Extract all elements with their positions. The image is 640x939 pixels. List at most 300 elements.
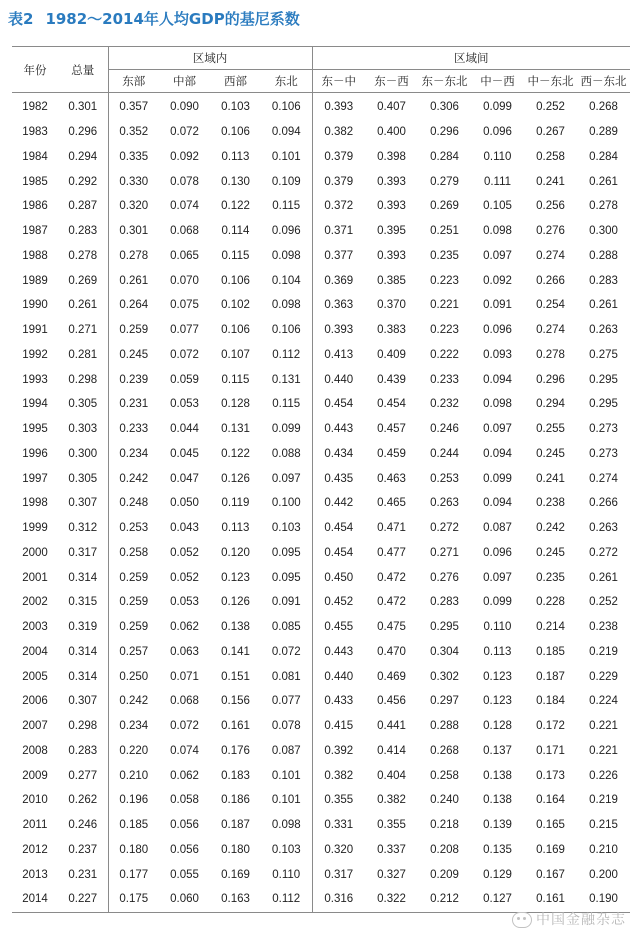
- table-row: [12, 615, 630, 640]
- gini-value: 0.074: [170, 200, 199, 213]
- header-between-central-west: 中－西: [480, 74, 515, 88]
- gini-value: 0.043: [170, 522, 199, 535]
- row-year: 1982: [22, 101, 48, 114]
- row-year: 2013: [22, 868, 48, 881]
- gini-value: 0.078: [170, 175, 199, 188]
- row-year: 2009: [22, 769, 48, 782]
- table-row: [12, 763, 630, 788]
- row-year: 1997: [22, 472, 48, 485]
- gini-value: 0.457: [377, 423, 406, 436]
- row-year: 1983: [22, 126, 48, 139]
- table-number: 表2: [8, 10, 34, 28]
- gini-value: 0.314: [58, 640, 108, 665]
- table-row: [12, 466, 630, 491]
- gini-value: 0.477: [377, 546, 406, 559]
- table-row: [12, 120, 630, 145]
- gini-value: 0.407: [377, 101, 406, 114]
- gini-value: 0.278: [119, 249, 149, 262]
- gini-value: 0.131: [221, 423, 250, 436]
- gini-value: 0.098: [261, 244, 312, 269]
- gini-value: 0.314: [58, 565, 108, 590]
- gini-value: 0.103: [221, 101, 250, 114]
- gini-value: 0.106: [261, 318, 312, 343]
- gini-value: 0.472: [377, 571, 406, 584]
- gini-value: 0.077: [261, 689, 312, 714]
- gini-value: 0.316: [324, 893, 354, 906]
- row-year: 2008: [22, 744, 48, 757]
- table-row: [12, 689, 630, 714]
- table-row: [12, 664, 630, 689]
- gini-value: 0.382: [324, 126, 354, 139]
- gini-value: 0.235: [536, 571, 565, 584]
- gini-value: 0.219: [589, 794, 618, 807]
- gini-value: 0.167: [536, 868, 565, 881]
- gini-value: 0.470: [377, 645, 406, 658]
- gini-value: 0.263: [589, 522, 618, 535]
- gini-value: 0.278: [536, 348, 565, 361]
- gini-value: 0.065: [170, 249, 199, 262]
- gini-value: 0.092: [483, 274, 512, 287]
- gini-value: 0.248: [119, 497, 149, 510]
- table-row: [12, 169, 630, 194]
- gini-value: 0.300: [58, 442, 108, 467]
- gini-value: 0.263: [589, 324, 618, 337]
- gini-value: 0.103: [261, 516, 312, 541]
- gini-value: 0.062: [170, 769, 199, 782]
- gini-value: 0.234: [119, 447, 149, 460]
- gini-value: 0.442: [324, 497, 354, 510]
- gini-value: 0.130: [221, 175, 250, 188]
- gini-value: 0.335: [119, 150, 149, 163]
- gini-value: 0.115: [221, 249, 250, 262]
- gini-value: 0.123: [221, 571, 250, 584]
- gini-value: 0.096: [483, 546, 512, 559]
- table-row: [12, 541, 630, 566]
- gini-value: 0.266: [536, 274, 565, 287]
- gini-value: 0.355: [377, 819, 406, 832]
- wechat-icon: [512, 912, 532, 928]
- row-year: 1987: [22, 225, 48, 238]
- gini-value: 0.352: [119, 126, 149, 139]
- table-row: [12, 392, 630, 417]
- row-year: 2014: [22, 893, 48, 906]
- gini-value: 0.319: [58, 615, 108, 640]
- gini-value: 0.277: [58, 763, 108, 788]
- gini-value: 0.099: [483, 101, 512, 114]
- gini-value: 0.097: [261, 466, 312, 491]
- row-year: 1993: [22, 373, 48, 386]
- gini-value: 0.226: [589, 769, 618, 782]
- row-year: 2006: [22, 695, 48, 708]
- gini-value: 0.298: [58, 714, 108, 739]
- table-row: [12, 590, 630, 615]
- gini-value: 0.302: [430, 670, 459, 683]
- row-year: 2000: [22, 546, 48, 559]
- gini-value: 0.371: [324, 225, 354, 238]
- gini-value: 0.221: [589, 744, 618, 757]
- gini-value: 0.151: [221, 670, 250, 683]
- gini-value: 0.307: [58, 689, 108, 714]
- gini-value: 0.196: [119, 794, 149, 807]
- table-row: [12, 838, 630, 863]
- gini-value: 0.110: [483, 621, 512, 634]
- gini-value: 0.099: [483, 472, 512, 485]
- gini-value: 0.200: [589, 868, 618, 881]
- gini-value: 0.261: [589, 571, 618, 584]
- gini-value: 0.304: [430, 645, 459, 658]
- gini-value: 0.055: [170, 868, 199, 881]
- gini-value: 0.229: [589, 670, 618, 683]
- gini-value: 0.172: [536, 720, 565, 733]
- gini-value: 0.221: [589, 720, 618, 733]
- gini-value: 0.219: [589, 645, 618, 658]
- gini-value: 0.370: [377, 299, 406, 312]
- gini-value: 0.053: [170, 398, 199, 411]
- row-year: 2011: [22, 819, 48, 832]
- gini-value: 0.363: [324, 299, 354, 312]
- table-row: [12, 417, 630, 442]
- gini-value: 0.131: [261, 367, 312, 392]
- gini-value: 0.269: [58, 268, 108, 293]
- row-year: 1984: [22, 150, 48, 163]
- gini-value: 0.056: [170, 819, 199, 832]
- row-year: 2002: [22, 596, 48, 609]
- row-year: 1994: [22, 398, 48, 411]
- gini-value: 0.269: [430, 200, 459, 213]
- gini-value: 0.128: [483, 720, 512, 733]
- gini-value: 0.095: [261, 565, 312, 590]
- header-between-central-northeast: 中－东北: [527, 74, 574, 88]
- gini-value: 0.074: [170, 744, 199, 757]
- gini-value: 0.138: [483, 794, 512, 807]
- header-within-central: 中部: [173, 74, 196, 88]
- gini-value: 0.097: [483, 571, 512, 584]
- gini-value: 0.258: [536, 150, 565, 163]
- table-row: [12, 491, 630, 516]
- gini-value: 0.245: [536, 546, 565, 559]
- table-row: [12, 739, 630, 764]
- row-year: 2004: [22, 645, 48, 658]
- gini-value: 0.379: [324, 175, 354, 188]
- row-year: 1989: [22, 274, 48, 287]
- gini-value: 0.320: [324, 843, 354, 856]
- gini-value: 0.454: [324, 546, 354, 559]
- header-between-east-west: 东－西: [374, 74, 409, 88]
- gini-value: 0.056: [170, 843, 199, 856]
- gini-value: 0.227: [58, 887, 108, 912]
- gini-value: 0.169: [221, 868, 250, 881]
- gini-value: 0.163: [221, 893, 250, 906]
- gini-value: 0.330: [119, 175, 149, 188]
- gini-value: 0.224: [589, 695, 618, 708]
- gini-value: 0.283: [430, 596, 459, 609]
- table-row: [12, 268, 630, 293]
- gini-value: 0.443: [324, 645, 354, 658]
- gini-value: 0.283: [58, 219, 108, 244]
- gini-table: [12, 46, 630, 913]
- gini-value: 0.095: [261, 541, 312, 566]
- header-within-northeast: 东北: [261, 70, 312, 93]
- gini-value: 0.180: [221, 843, 250, 856]
- gini-value: 0.096: [483, 126, 512, 139]
- gini-value: 0.075: [170, 299, 199, 312]
- gini-value: 0.114: [221, 225, 250, 238]
- gini-value: 0.120: [221, 546, 250, 559]
- table-row: [12, 640, 630, 665]
- table-row: [12, 367, 630, 392]
- gini-value: 0.078: [261, 714, 312, 739]
- gini-value: 0.106: [261, 93, 312, 120]
- gini-value: 0.259: [119, 324, 149, 337]
- gini-value: 0.382: [324, 769, 354, 782]
- gini-value: 0.113: [221, 522, 250, 535]
- gini-value: 0.072: [170, 348, 199, 361]
- table-row: [12, 813, 630, 838]
- gini-value: 0.103: [261, 838, 312, 863]
- gini-value: 0.284: [589, 150, 618, 163]
- table-title: [8, 8, 300, 29]
- row-year: 2001: [22, 571, 48, 584]
- gini-value: 0.434: [324, 447, 354, 460]
- gini-value: 0.173: [536, 769, 565, 782]
- gini-value: 0.053: [170, 596, 199, 609]
- table-row: [12, 714, 630, 739]
- gini-value: 0.110: [483, 150, 512, 163]
- gini-value: 0.452: [324, 596, 354, 609]
- gini-value: 0.105: [483, 200, 512, 213]
- gini-value: 0.242: [119, 472, 149, 485]
- gini-value: 0.283: [589, 274, 618, 287]
- gini-value: 0.258: [430, 769, 459, 782]
- gini-value: 0.113: [221, 150, 250, 163]
- header-between-east-central: 东－中: [321, 74, 356, 88]
- gini-value: 0.241: [536, 175, 565, 188]
- gini-value: 0.288: [430, 720, 459, 733]
- gini-value: 0.306: [430, 101, 459, 114]
- table-row: [12, 219, 630, 244]
- gini-value: 0.052: [170, 546, 199, 559]
- row-year: 1988: [22, 249, 48, 262]
- gini-value: 0.094: [261, 120, 312, 145]
- gini-value: 0.393: [377, 200, 406, 213]
- gini-value: 0.077: [170, 324, 199, 337]
- header-group-between: 区域间: [312, 47, 630, 70]
- gini-value: 0.169: [536, 843, 565, 856]
- gini-value: 0.185: [119, 819, 149, 832]
- gini-value: 0.327: [377, 868, 406, 881]
- gini-value: 0.443: [324, 423, 354, 436]
- gini-value: 0.106: [221, 126, 250, 139]
- gini-value: 0.141: [221, 645, 250, 658]
- gini-value: 0.404: [377, 769, 406, 782]
- gini-value: 0.098: [261, 813, 312, 838]
- gini-value: 0.112: [261, 343, 312, 368]
- gini-value: 0.257: [119, 645, 149, 658]
- gini-value: 0.242: [536, 522, 565, 535]
- gini-value: 0.414: [377, 744, 406, 757]
- gini-value: 0.122: [221, 447, 250, 460]
- gini-value: 0.287: [58, 194, 108, 219]
- table-row: [12, 318, 630, 343]
- gini-value: 0.212: [430, 893, 459, 906]
- gini-value: 0.320: [119, 200, 149, 213]
- gini-value: 0.115: [221, 373, 250, 386]
- gini-value: 0.113: [483, 645, 512, 658]
- gini-value: 0.439: [377, 373, 406, 386]
- gini-value: 0.228: [536, 596, 565, 609]
- gini-value: 0.261: [119, 274, 149, 287]
- gini-value: 0.372: [324, 200, 354, 213]
- gini-value: 0.256: [536, 200, 565, 213]
- gini-value: 0.331: [324, 819, 354, 832]
- gini-value: 0.097: [483, 249, 512, 262]
- gini-value: 0.454: [324, 398, 354, 411]
- gini-value: 0.317: [324, 868, 354, 881]
- gini-value: 0.322: [377, 893, 406, 906]
- gini-value: 0.413: [324, 348, 354, 361]
- gini-value: 0.135: [483, 843, 512, 856]
- row-year: 2007: [22, 720, 48, 733]
- gini-value: 0.459: [377, 447, 406, 460]
- gini-value: 0.223: [430, 324, 459, 337]
- gini-value: 0.246: [58, 813, 108, 838]
- gini-value: 0.050: [170, 497, 199, 510]
- gini-value: 0.101: [261, 788, 312, 813]
- gini-value: 0.209: [430, 868, 459, 881]
- gini-value: 0.070: [170, 274, 199, 287]
- gini-value: 0.185: [536, 645, 565, 658]
- table-row: [12, 788, 630, 813]
- gini-value: 0.231: [58, 862, 108, 887]
- gini-value: 0.161: [221, 720, 250, 733]
- gini-value: 0.232: [430, 398, 459, 411]
- gini-value: 0.062: [170, 621, 199, 634]
- gini-value: 0.246: [430, 423, 459, 436]
- gini-value: 0.122: [221, 200, 250, 213]
- gini-value: 0.127: [483, 893, 512, 906]
- gini-value: 0.253: [430, 472, 459, 485]
- gini-value: 0.294: [536, 398, 565, 411]
- gini-value: 0.099: [261, 417, 312, 442]
- gini-value: 0.393: [324, 324, 354, 337]
- gini-value: 0.090: [170, 101, 199, 114]
- gini-value: 0.271: [430, 546, 459, 559]
- gini-value: 0.087: [483, 522, 512, 535]
- gini-value: 0.272: [589, 546, 618, 559]
- header-group-within: 区域内: [108, 47, 312, 70]
- gini-value: 0.455: [324, 621, 354, 634]
- header-within-west: 西部: [224, 74, 247, 88]
- gini-value: 0.187: [221, 819, 250, 832]
- gini-value: 0.044: [170, 423, 199, 436]
- gini-value: 0.234: [119, 720, 149, 733]
- gini-value: 0.233: [430, 373, 459, 386]
- gini-value: 0.450: [324, 571, 354, 584]
- gini-value: 0.393: [377, 249, 406, 262]
- gini-value: 0.253: [119, 522, 149, 535]
- gini-value: 0.240: [430, 794, 459, 807]
- gini-value: 0.392: [324, 744, 354, 757]
- gini-value: 0.279: [430, 175, 459, 188]
- gini-value: 0.300: [589, 225, 618, 238]
- gini-value: 0.119: [221, 497, 250, 510]
- gini-value: 0.262: [58, 788, 108, 813]
- row-year: 1991: [22, 324, 48, 337]
- gini-value: 0.261: [58, 293, 108, 318]
- gini-value: 0.379: [324, 150, 354, 163]
- row-year: 2012: [22, 843, 48, 856]
- gini-value: 0.129: [483, 868, 512, 881]
- gini-value: 0.259: [119, 621, 149, 634]
- table-row: [12, 93, 630, 120]
- header-total: 总量: [58, 47, 108, 93]
- gini-value: 0.312: [58, 516, 108, 541]
- gini-value: 0.288: [589, 249, 618, 262]
- gini-value: 0.295: [589, 398, 618, 411]
- gini-value: 0.045: [170, 447, 199, 460]
- gini-value: 0.091: [261, 590, 312, 615]
- gini-value: 0.241: [536, 472, 565, 485]
- gini-value: 0.096: [483, 324, 512, 337]
- row-year: 1992: [22, 348, 48, 361]
- gini-value: 0.369: [324, 274, 354, 287]
- gini-value: 0.165: [536, 819, 565, 832]
- gini-value: 0.138: [221, 621, 250, 634]
- gini-value: 0.296: [58, 120, 108, 145]
- gini-value: 0.099: [483, 596, 512, 609]
- gini-value: 0.440: [324, 373, 354, 386]
- gini-value: 0.068: [170, 695, 199, 708]
- header-between-east-northeast: 东－东北: [421, 74, 468, 88]
- gini-value: 0.072: [261, 640, 312, 665]
- gini-value: 0.296: [430, 126, 459, 139]
- gini-value: 0.110: [261, 862, 312, 887]
- gini-value: 0.183: [221, 769, 250, 782]
- gini-value: 0.314: [58, 664, 108, 689]
- gini-value: 0.465: [377, 497, 406, 510]
- gini-value: 0.184: [536, 695, 565, 708]
- gini-value: 0.238: [589, 621, 618, 634]
- gini-value: 0.208: [430, 843, 459, 856]
- gini-value: 0.471: [377, 522, 406, 535]
- row-year: 2005: [22, 670, 48, 683]
- gini-value: 0.278: [589, 200, 618, 213]
- gini-value: 0.272: [430, 522, 459, 535]
- row-year: 1998: [22, 497, 48, 510]
- gini-value: 0.233: [119, 423, 149, 436]
- gini-value: 0.297: [430, 695, 459, 708]
- gini-value: 0.276: [430, 571, 459, 584]
- gini-value: 0.317: [58, 541, 108, 566]
- header-between-west-northeast: 西－东北: [580, 74, 627, 88]
- row-year: 1985: [22, 175, 48, 188]
- gini-value: 0.190: [589, 893, 618, 906]
- gini-value: 0.307: [58, 491, 108, 516]
- table-row: [12, 862, 630, 887]
- gini-value: 0.301: [58, 93, 108, 120]
- gini-value: 0.289: [589, 126, 618, 139]
- gini-value: 0.081: [261, 664, 312, 689]
- table-row: [12, 565, 630, 590]
- table-row: [12, 145, 630, 170]
- gini-value: 0.252: [536, 101, 565, 114]
- gini-value: 0.268: [430, 744, 459, 757]
- gini-value: 0.112: [261, 887, 312, 912]
- gini-value: 0.094: [483, 447, 512, 460]
- gini-value: 0.218: [430, 819, 459, 832]
- gini-value: 0.231: [119, 398, 149, 411]
- gini-value: 0.137: [483, 744, 512, 757]
